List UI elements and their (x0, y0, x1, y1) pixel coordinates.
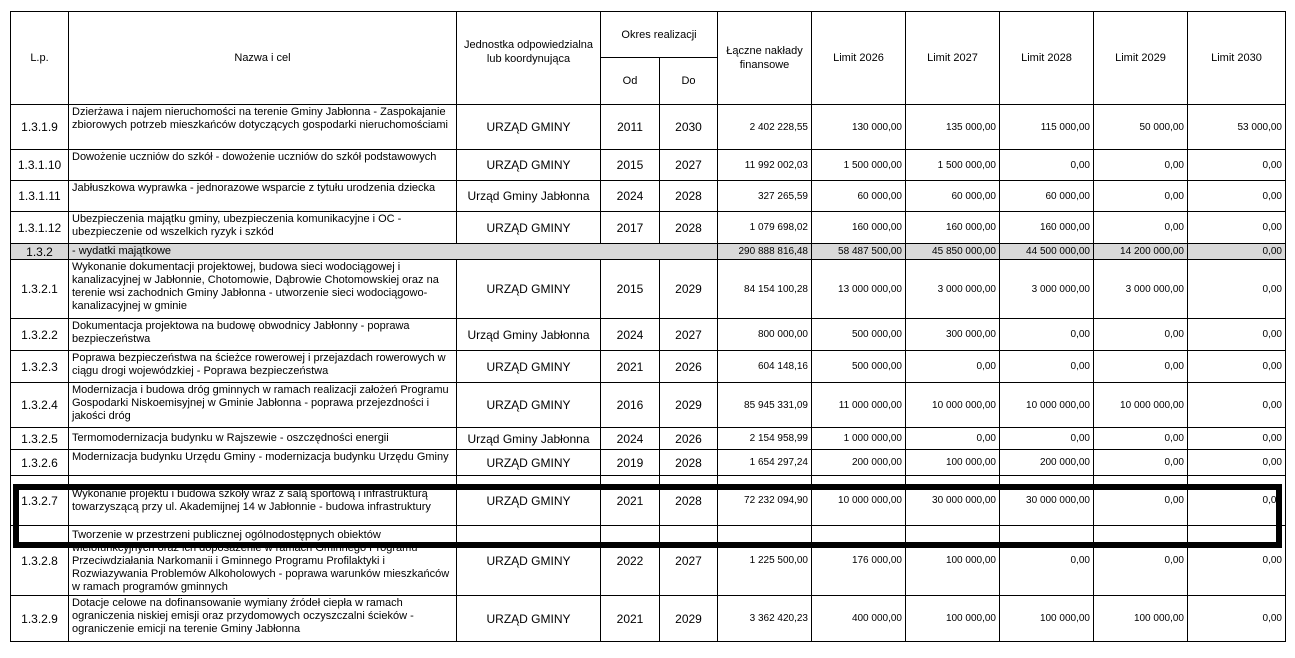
page-bottom-mask (0, 654, 1295, 658)
row-unit: URZĄD GMINY (457, 212, 601, 244)
row-limit-2027: 100 000,00 (906, 596, 1000, 642)
row-from: 2022 (601, 526, 660, 596)
summary-limit-2027: 45 850 000,00 (906, 244, 1000, 260)
row-limit-2027: 1 500 000,00 (906, 150, 1000, 181)
row-unit: URZĄD GMINY (457, 260, 601, 319)
row-lp: 1.3.2.4 (11, 383, 69, 428)
row-lp: 1.3.1.9 (11, 105, 69, 150)
summary-limit-2026: 58 487 500,00 (812, 244, 906, 260)
row-name-text: Modernizacja budynku Urzędu Gminy - modernizacja budynku Urzędu Gminy (72, 451, 449, 463)
row-limit-2029: 0,00 (1094, 476, 1188, 526)
row-from: 2019 (601, 450, 660, 476)
table-row-highlighted (11, 476, 1286, 526)
row-limit-2030: 0,00 (1188, 526, 1286, 596)
row-name (69, 450, 457, 476)
table-row (11, 212, 1286, 244)
row-from: 2017 (601, 212, 660, 244)
header-limit-2026: Limit 2026 (812, 12, 906, 105)
table-row (11, 450, 1286, 476)
row-to: 2029 (660, 260, 718, 319)
row-name: Dokumentacja projektowa na budowę obwodnicy Jabłonny - poprawa bezpieczeństwa (69, 319, 457, 351)
summary-limit-2029: 14 200 000,00 (1094, 244, 1188, 260)
row-limit-2030: 0,00 (1188, 319, 1286, 351)
row-limit-2026: 13 000 000,00 (812, 260, 906, 319)
row-limit-2026: 160 000,00 (812, 212, 906, 244)
header-unit: Jednostka odpowiedzialna lub koordynująca (457, 12, 601, 105)
row-lp: 1.3.2.3 (11, 351, 69, 383)
row-limit-2026: 1 000 000,00 (812, 428, 906, 450)
row-total: 604 148,16 (718, 351, 812, 383)
row-limit-2028: 0,00 (1000, 351, 1094, 383)
row-limit-2028: 0,00 (1000, 428, 1094, 450)
row-lp: 1.3.1.11 (11, 181, 69, 212)
row-limit-2029: 0,00 (1094, 526, 1188, 596)
row-limit-2027: 0,00 (906, 428, 1000, 450)
table-row (11, 150, 1286, 181)
summary-name: - wydatki majątkowe (69, 244, 718, 260)
row-limit-2028: 3 000 000,00 (1000, 260, 1094, 319)
row-limit-2027: 135 000,00 (906, 105, 1000, 150)
row-name-text: Tworzenie w przestrzeni publicznej ogólnodostępnych obiektów wielofunkcyjnych oraz ich doposażenie w ramach Gminnego Programu Przeciwdziałania Narkomanii i Gminnego Programu Profilaktyki i Rozwiazywania Problemów Alkoholowych - poprawa warunków mieszkańców w ramach programów gminnych (72, 528, 450, 593)
row-limit-2029: 3 000 000,00 (1094, 260, 1188, 319)
row-unit: Urząd Gminy Jabłonna (457, 319, 601, 351)
summary-limit-2028: 44 500 000,00 (1000, 244, 1094, 260)
row-limit-2027: 100 000,00 (906, 526, 1000, 596)
row-limit-2030: 0,00 (1188, 150, 1286, 181)
row-lp: 1.3.1.12 (11, 212, 69, 244)
row-limit-2028: 10 000 000,00 (1000, 383, 1094, 428)
header-limit-2030: Limit 2030 (1188, 12, 1286, 105)
header-limit-2028: Limit 2028 (1000, 12, 1094, 105)
row-to: 2026 (660, 428, 718, 450)
row-total: 2 154 958,99 (718, 428, 812, 450)
row-limit-2028: 160 000,00 (1000, 212, 1094, 244)
header-period: Okres realizacji (601, 12, 718, 58)
row-name: Ubezpieczenia majątku gminy, ubezpieczenia komunikacyjne i OC - ubezpieczenie od wszelkich ryzyk i szkód (69, 212, 457, 244)
summary-total: 290 888 816,48 (718, 244, 812, 260)
row-lp: 1.3.2.5 (11, 428, 69, 450)
row-unit: URZĄD GMINY (457, 476, 601, 526)
row-limit-2028: 0,00 (1000, 319, 1094, 351)
table-row (11, 181, 1286, 212)
row-to: 2026 (660, 351, 718, 383)
row-limit-2027: 160 000,00 (906, 212, 1000, 244)
row-name-wrap (72, 528, 453, 594)
row-limit-2026: 400 000,00 (812, 596, 906, 642)
row-total: 84 154 100,28 (718, 260, 812, 319)
header-total: Łączne nakłady finansowe (718, 12, 812, 105)
row-limit-2026: 11 000 000,00 (812, 383, 906, 428)
row-limit-2026: 176 000,00 (812, 526, 906, 596)
table-row (11, 351, 1286, 383)
row-total: 2 402 228,55 (718, 105, 812, 150)
row-unit: Urząd Gminy Jabłonna (457, 181, 601, 212)
row-limit-2030: 0,00 (1188, 450, 1286, 476)
row-limit-2028: 30 000 000,00 (1000, 476, 1094, 526)
row-limit-2029: 0,00 (1094, 150, 1188, 181)
row-to: 2029 (660, 383, 718, 428)
row-limit-2029: 0,00 (1094, 319, 1188, 351)
row-name: Dotacje celowe na dofinansowanie wymiany źródeł ciepła w ramach ograniczenia niskiej emisji oraz przydomowych oczyszczalni ścieków - ograniczenie emicji na terenie Gminy Jabłonna (69, 596, 457, 642)
row-lp: 1.3.1.10 (11, 150, 69, 181)
row-limit-2029: 0,00 (1094, 181, 1188, 212)
row-from: 2024 (601, 428, 660, 450)
header-lp: L.p. (11, 12, 69, 105)
header-limit-2029: Limit 2029 (1094, 12, 1188, 105)
header-name: Nazwa i cel (69, 12, 457, 105)
row-limit-2027: 100 000,00 (906, 450, 1000, 476)
row-total: 3 362 420,23 (718, 596, 812, 642)
row-limit-2029: 100 000,00 (1094, 596, 1188, 642)
row-unit: URZĄD GMINY (457, 450, 601, 476)
row-name: Wykonanie dokumentacji projektowej, budowa sieci wodociągowej i kanalizacyjnej w Jabłonnie, Chotomowie, Dąbrowie Chotomowskiej oraz na terenie wsi zachodnich Gminy Jabłonna - utworzenie sieci wodociągowo-kanalizacyjnej w gminie (69, 260, 457, 319)
row-to: 2030 (660, 105, 718, 150)
row-limit-2027: 3 000 000,00 (906, 260, 1000, 319)
row-limit-2030: 0,00 (1188, 596, 1286, 642)
row-limit-2027: 300 000,00 (906, 319, 1000, 351)
row-total: 1 079 698,02 (718, 212, 812, 244)
row-limit-2030: 53 000,00 (1188, 105, 1286, 150)
row-from: 2021 (601, 476, 660, 526)
row-limit-2027: 60 000,00 (906, 181, 1000, 212)
row-name: Poprawa bezpieczeństwa na ścieżce rowerowej i przejazdach rowerowych w ciągu drogi wojewódzkiej - Poprawa bezpieczeństwa (69, 351, 457, 383)
row-limit-2030: 0,00 (1188, 476, 1286, 526)
row-limit-2030: 0,00 (1188, 428, 1286, 450)
table-row (11, 260, 1286, 319)
row-lp: 1.3.2.9 (11, 596, 69, 642)
row-limit-2029: 0,00 (1094, 428, 1188, 450)
row-total: 72 232 094,90 (718, 476, 812, 526)
row-total: 85 945 331,09 (718, 383, 812, 428)
budget-table (10, 11, 1286, 642)
row-lp: 1.3.2.1 (11, 260, 69, 319)
header-from: Od (601, 58, 660, 105)
table-row (11, 383, 1286, 428)
row-limit-2030: 0,00 (1188, 212, 1286, 244)
row-to: 2028 (660, 450, 718, 476)
row-unit: Urząd Gminy Jabłonna (457, 428, 601, 450)
row-to: 2029 (660, 596, 718, 642)
row-from: 2015 (601, 150, 660, 181)
row-from: 2021 (601, 596, 660, 642)
row-limit-2029: 50 000,00 (1094, 105, 1188, 150)
table-row (11, 319, 1286, 351)
row-lp: 1.3.2.2 (11, 319, 69, 351)
row-limit-2028: 100 000,00 (1000, 596, 1094, 642)
row-limit-2028: 0,00 (1000, 526, 1094, 596)
row-lp: 1.3.2.8 (11, 526, 69, 596)
row-name: Modernizacja i budowa dróg gminnych w ramach realizacji założeń Programu Gospodarki Niskoemisyjnej w Gminie Jabłonna - poprawa przejezdności i jakości dróg (69, 383, 457, 428)
row-limit-2026: 1 500 000,00 (812, 150, 906, 181)
header-to: Do (660, 58, 718, 105)
row-total: 327 265,59 (718, 181, 812, 212)
row-total: 800 000,00 (718, 319, 812, 351)
row-limit-2027: 0,00 (906, 351, 1000, 383)
row-from: 2016 (601, 383, 660, 428)
row-to: 2028 (660, 212, 718, 244)
row-limit-2029: 0,00 (1094, 450, 1188, 476)
row-unit: URZĄD GMINY (457, 351, 601, 383)
row-name: Termomodernizacja budynku w Rajszewie - oszczędności energii (69, 428, 457, 450)
row-name (69, 526, 457, 596)
summary-lp: 1.3.2 (11, 244, 69, 260)
summary-limit-2030: 0,00 (1188, 244, 1286, 260)
table-row (11, 526, 1286, 596)
row-limit-2028: 200 000,00 (1000, 450, 1094, 476)
row-from: 2015 (601, 260, 660, 319)
row-name: Dowożenie uczniów do szkół - dowożenie uczniów do szkół podstawowych (69, 150, 457, 181)
row-limit-2029: 0,00 (1094, 351, 1188, 383)
row-from: 2024 (601, 181, 660, 212)
row-limit-2028: 0,00 (1000, 150, 1094, 181)
row-from: 2024 (601, 319, 660, 351)
row-limit-2030: 0,00 (1188, 181, 1286, 212)
row-limit-2027: 30 000 000,00 (906, 476, 1000, 526)
row-to: 2028 (660, 181, 718, 212)
row-unit: URZĄD GMINY (457, 526, 601, 596)
row-lp: 1.3.2.7 (11, 476, 69, 526)
row-limit-2027: 10 000 000,00 (906, 383, 1000, 428)
row-limit-2026: 500 000,00 (812, 351, 906, 383)
row-to: 2028 (660, 476, 718, 526)
row-limit-2030: 0,00 (1188, 383, 1286, 428)
row-to: 2027 (660, 526, 718, 596)
row-total: 1 225 500,00 (718, 526, 812, 596)
row-unit: URZĄD GMINY (457, 150, 601, 181)
row-name: Jabłuszkowa wyprawka - jednorazowe wsparcie z tytułu urodzenia dziecka (69, 181, 457, 212)
row-total: 1 654 297,24 (718, 450, 812, 476)
row-name: Wykonanie projektu i budowa szkoły wraz z salą sportową i infrastrukturą towarzyszącą przy ul. Akademijnej 14 w Jabłonnie - budowa infrastruktury (69, 476, 457, 526)
row-total: 11 992 002,03 (718, 150, 812, 181)
row-limit-2026: 60 000,00 (812, 181, 906, 212)
row-from: 2021 (601, 351, 660, 383)
row-limit-2029: 0,00 (1094, 212, 1188, 244)
row-limit-2030: 0,00 (1188, 260, 1286, 319)
row-limit-2030: 0,00 (1188, 351, 1286, 383)
header-limit-2027: Limit 2027 (906, 12, 1000, 105)
row-limit-2029: 10 000 000,00 (1094, 383, 1188, 428)
row-to: 2027 (660, 319, 718, 351)
row-limit-2028: 115 000,00 (1000, 105, 1094, 150)
table-row (11, 105, 1286, 150)
row-name: Dzierżawa i najem nieruchomości na terenie Gminy Jabłonna - Zaspokajanie zbiorowych potrzeb mieszkańców dotyczących gospodarki nieruchomościami (69, 105, 457, 150)
summary-row (11, 244, 1286, 260)
row-unit: URZĄD GMINY (457, 383, 601, 428)
row-limit-2026: 200 000,00 (812, 450, 906, 476)
row-to: 2027 (660, 150, 718, 181)
row-unit: URZĄD GMINY (457, 105, 601, 150)
row-lp: 1.3.2.6 (11, 450, 69, 476)
table-row (11, 596, 1286, 642)
row-limit-2026: 500 000,00 (812, 319, 906, 351)
row-limit-2028: 60 000,00 (1000, 181, 1094, 212)
row-limit-2026: 130 000,00 (812, 105, 906, 150)
table-row (11, 428, 1286, 450)
row-unit: URZĄD GMINY (457, 596, 601, 642)
row-limit-2026: 10 000 000,00 (812, 476, 906, 526)
row-from: 2011 (601, 105, 660, 150)
